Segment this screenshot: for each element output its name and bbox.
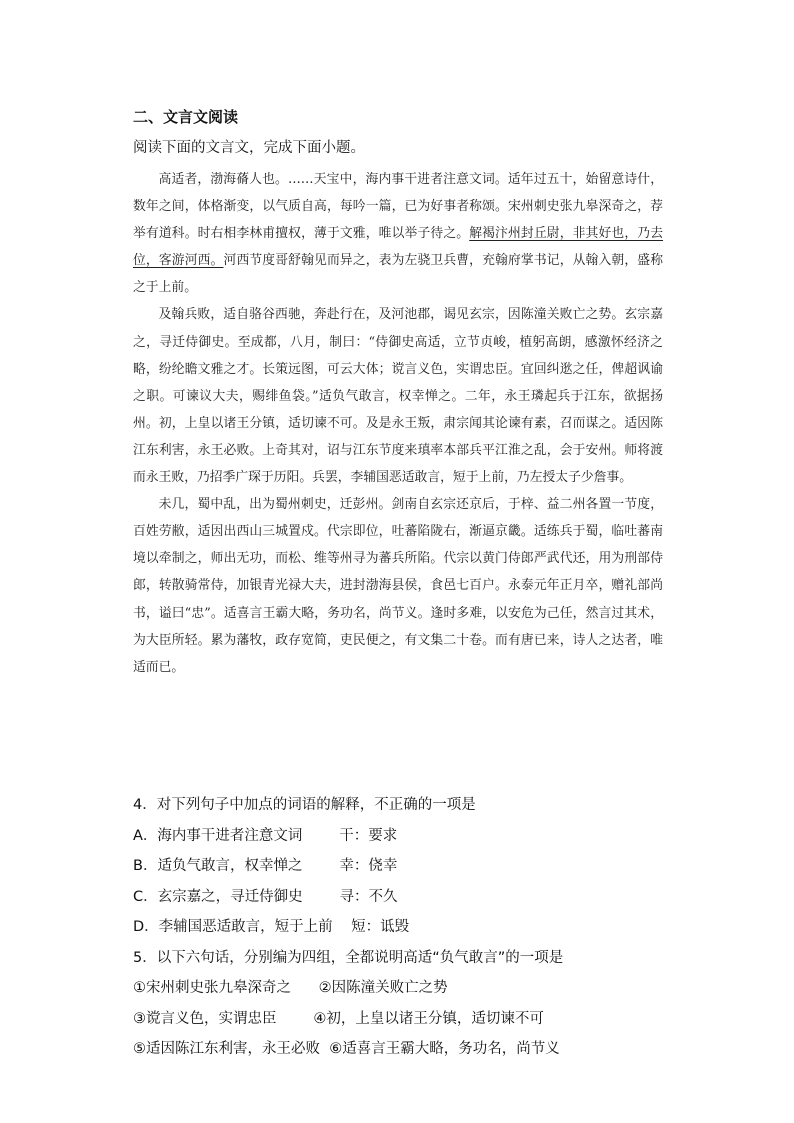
questions-block <box>133 790 693 1065</box>
passage-p1-text-a: 高适者，渤海蓨人也。……天宝中，海内事干进者注意文词。适年过五十，始留意诗什，数年之间，体格渐变，以气质自高，每吟一篇，已为好事者称颂。宋州刺史张九皋深奇之，荐举有道科。时右相李林甫擅权，薄于文雅，唯以举子待之。 <box>133 172 663 242</box>
classical-chinese-passage <box>133 166 663 681</box>
question-5-stem: 5．以下六句话，分别编为四组，全都说明高适“负气敢言”的一项是 <box>133 949 564 966</box>
question-5-line-3: ⑤适因陈江东利害，永王必败 ⑥适喜言王霸大略，务功名，尚节义 <box>133 1041 560 1057</box>
passage-p1-text-b: 河西节度哥舒翰见而异之，表为左骁卫兵曹，充翰府掌书记，从翰入朝，盛称之于上前。 <box>133 253 664 296</box>
passage-paragraph-3: 未几，蜀中乱，出为蜀州刺史，迁彭州。剑南自玄宗还京后，于梓、益二州各置一节度，百姓劳敝，适因出西山三城置戍。代宗即位，吐蕃陷陇右，渐逼京畿。适练兵于蜀，临吐蕃南境以牵制之，师出无功，而松、维等州寻为蕃兵所陷。代宗以黄门侍郎严武代还，用为刑部侍郎，转散骑常侍，加银青光禄大夫，进封渤海县侯，食邑七百户。永泰元年正月卒，赠礼部尚书，谥曰“忠”。适喜言王霸大略，务功名，尚节义。逢时多难，以安危为己任，然言过其术，为大臣所轻。累为藩牧，政存宽简，吏民便之，有文集二十卷。而有唐已来，诗人之达者，唯适而已。 <box>133 497 663 675</box>
question-4-option-c: C．玄宗嘉之，寻迁侍御史 寻：不久 <box>133 888 398 905</box>
question-5-line-2: ③谠言义色，实谓忠臣 ④初，上皇以诸王分镇，适切谏不可 <box>133 1010 544 1027</box>
question-4-stem: 4．对下列句子中加点的词语的解释，不正确的一项是 <box>133 797 476 813</box>
question-5-line-1: ①宋州刺史张九皋深奇之 ②因陈潼关败亡之势 <box>133 980 448 996</box>
passage-paragraph-1 <box>133 166 663 301</box>
instruction-text: 阅读下面的文言文，完成下面小题。 <box>133 140 365 156</box>
section-title: 二、文言文阅读 <box>133 108 239 126</box>
question-4-option-a: A．海内事干进者注意文词 干：要求 <box>133 827 398 844</box>
passage-p1-underlined: 解褐汴州封丘尉，非其好也，乃去位，客游河西。 <box>133 226 664 269</box>
passage-paragraph-2: 及翰兵败，适自骆谷西驰，奔赴行在，及河池郡，谒见玄宗，因陈潼关败亡之势。玄宗嘉之，寻迁侍御史。至成都，八月，制曰：“侍御史高适，立节贞峻，植躬高朗，感激怀经济之略，纷纶瞻文雅之才。长策远图，可云大体；谠言义色，实谓忠臣。宜回纠逖之任，俾超讽谕之职。可谏议大夫，赐绯鱼袋。”适负气敢言，权幸惮之。二年，永王璘起兵于江东，欲据扬州。初，上皇以诸王分镇，适切谏不可。及是永王叛，肃宗闻其论谏有素，召而谋之。适因陈江东利害，永王必败。上奇其对，诏与江东节度来瑱率本部兵平江淮之乱，会于安州。师将渡而永王败，乃招季广琛于历阳。兵罢，李辅国恶适敢言，短于上前，乃左授太子少詹事。 <box>133 307 663 486</box>
question-4-option-d: D．李辅国恶适敢言，短于上前 短：诋毁 <box>133 919 410 935</box>
question-4-option-b: B．适负气敢言，权幸惮之 幸：侥幸 <box>133 858 398 874</box>
